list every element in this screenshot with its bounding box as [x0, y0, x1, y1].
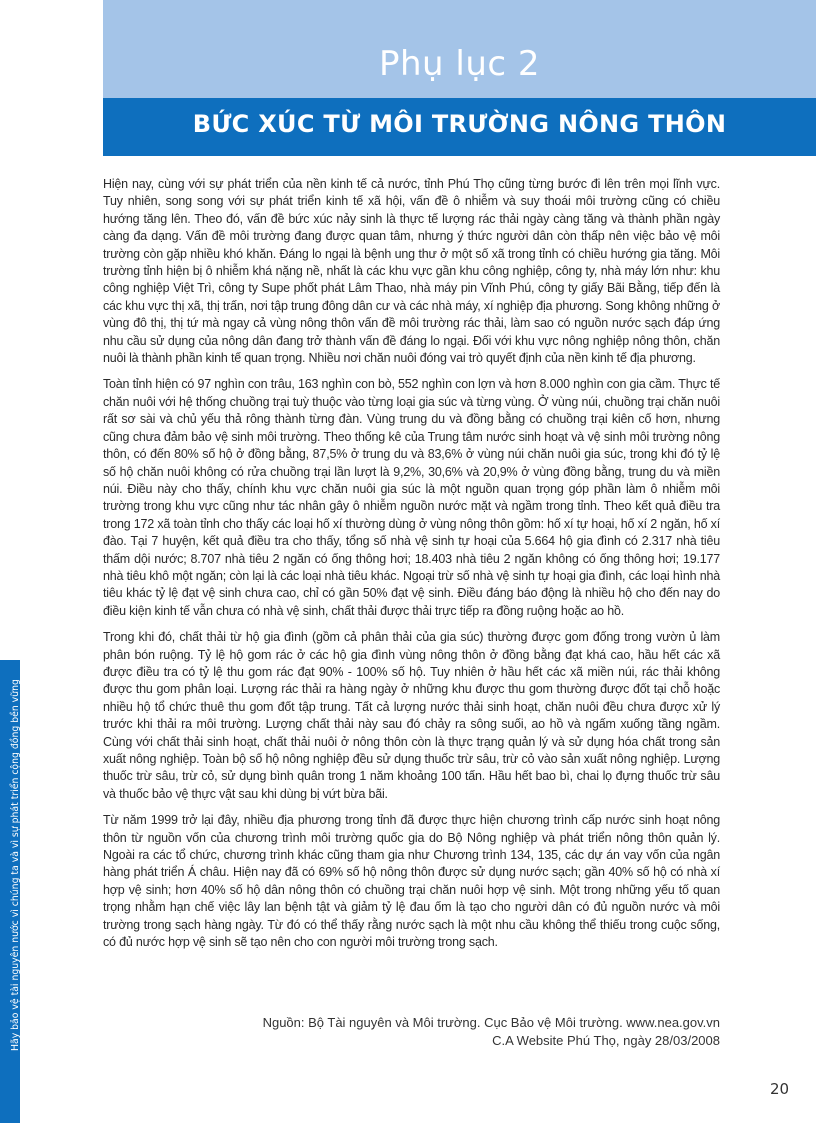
- paragraph-3: Trong khi đó, chất thải từ hộ gia đình (gồm cả phân thải của gia súc) thường được gom đống trong vườn ủ làm phân bón ruộng. Tỷ lệ hộ gom rác ở các hộ gia đình vùng nông thôn ở đồng bằng đạt khá cao, hầu hết các xã được điều tra có tỷ lệ thu gom rác đạt 90% - 100% số hộ. Tuy nhiên ở hầu hết các xã miền núi, rác thải không được thu gom phân loại. Lượng rác thải ra hàng ngày ở những khu được thu gom thường được đốt tại chỗ hoặc nhiều hộ tổ chức thuê thu gom đốt tập trung. Tất cả lượng nước thải sinh hoạt, chăn nuôi đều chưa được xử lý trước khi thải ra môi trường. Lượng chất thải này sau đó chảy ra sông suối, ao hồ và ngấm xuống tầng ngầm. Cùng với chất thải sinh hoạt, chất thải nuôi ở nông thôn còn là thực trạng quản lý và sử dụng hóa chất trong sản xuất nông nghiệp. Toàn bộ số hộ nông nghiệp đều sử dụng thuốc trừ sâu, trừ cỏ vào sản xuất nông nghiệp. Lượng thuốc trừ sâu, trừ cỏ, sử dụng bình quân trong 1 năm khoảng 100 tấn. Hầu hết bao bì, chai lọ đựng thuốc trừ sâu và thuốc bảo vệ thực vật sau khi dùng bị vứt bừa bãi.: [103, 630, 720, 801]
- source-line-1: Nguồn: Bộ Tài nguyên và Môi trường. Cục Bảo vệ Môi trường. www.nea.gov.vn: [262, 1015, 720, 1030]
- paragraph-1: Hiện nay, cùng với sự phát triển của nền kinh tế cả nước, tỉnh Phú Thọ cũng từng bước đi lên trên mọi lĩnh vực. Tuy nhiên, song song với sự phát triển kinh tế xã hội, vấn đề ô nhiễm và suy thoái môi trường cũng có chiều hướng tăng lên. Theo đó, vấn đề bức xúc nảy sinh là thực tế lượng rác thải ngày càng tăng và thành phần ngày càng đa dạng. Vấn đề môi trường đang được quan tâm, nhưng ý thức người dân còn thấp nên việc bảo vệ môi trường còn gặp nhiều khó khăn. Đáng lo ngại là bệnh ung thư ở một số xã trong tỉnh có chiều hướng gia tăng. Môi trường tỉnh hiện bị ô nhiễm khá nặng nề, nhất là các khu vực gần khu công nghiệp, công ty, nhà máy lớn như: khu công nghiệp Việt Trì, công ty Supe phốt phát Lâm Thao, nhà máy pin Vĩnh Phú, công ty giấy Bãi Bằng, tiếp đến là các khu vực thị xã, thị trấn, nơi tập trung đông dân cư và các nhà máy, xí nghiệp địa phương. Song không những ở vùng đô thị, thị tứ mà ngay cả vùng nông thôn vấn đề môi trường rác thải, làm sao có nguồn nước sạch đáp ứng nhu cầu sử dụng của nông dân đang trở thành vấn đề đáng lo ngại. Đối với khu vực nông nghiệp nông thôn, chăn nuôi là thành phần kinh tế quan trọng. Nhiều nơi chăn nuôi đóng vai trò quyết định của nền kinh tế địa phương.: [103, 177, 720, 366]
- page-number: 20: [770, 1080, 790, 1098]
- appendix-label: Phụ lục 2: [378, 44, 541, 84]
- source-citation: [120, 1014, 720, 1049]
- paragraph-2: Toàn tỉnh hiện có 97 nghìn con trâu, 163 nghìn con bò, 552 nghìn con lợn và hơn 8.000 nghìn con gia cầm. Thực tế chăn nuôi với hệ thống chuồng trại tuỳ thuộc vào từng loại gia súc và từng vùng. Ở vùng núi, chuồng trại chăn nuôi rất sơ sài và chủ yếu thả rông thành từng đàn. Vùng trung du và đồng bằng có chuồng trại kiên cố hơn, nhưng cũng chưa đảm bảo vệ sinh môi trường. Theo thống kê của Trung tâm nước sinh hoạt và vệ sinh môi trường nông thôn, có đến 80% số hộ ở đồng bằng, 87,5% ở trung du và 83,6% ở vùng núi chăn nuôi gia súc, trong khi đó tỷ lệ số hộ chăn nuôi không có rửa chuồng trại lần lượt là 9,2%, 30,6% và 20,9% ở vùng đồng bằng, trung du và miền núi. Điều này cho thấy, chính khu vực chăn nuôi gia súc là một nguồn quan trọng góp phần làm ô nhiễm môi trường trong khu vực cũng như tác nhân gây ô nhiễm nguồn nước mặt và ngầm trong tỉnh. Theo kết quả điều tra trong 172 xã toàn tỉnh cho thấy các loại hố xí thường dùng ở vùng nông thôn gồm: hố xí tự hoại, hố xí 2 ngăn, hố xí đào. Tại 7 huyện, kết quả điều tra cho thấy, tổng số nhà vệ sinh tự hoại của 5.664 hộ gia đình có 2.317 nhà tiêu thấm dội nước; 8.707 nhà tiêu 2 ngăn có ống thông hơi; 18.403 nhà tiêu 2 ngăn không có ống thông hơi; 19.177 nhà tiêu khô một ngăn; còn lại là các loại nhà tiêu khác. Ngoại trừ số nhà vệ sinh tự hoại gia đình, các loại hình nhà tiêu khác tỷ lệ đạt vệ sinh chưa cao, chỉ có gần 50% đạt vệ sinh. Điều đáng báo động là nhiều hộ cho đến nay do điều kiện kinh tế vẫn chưa có nhà vệ sinh, chất thải được thải trực tiếp ra đồng ruộng hoặc ao hồ.: [103, 377, 720, 618]
- side-caption: Hãy bảo vệ tài nguyên nước vì chúng ta và vì sự phát triển cộng đồng bền vững: [10, 679, 21, 1051]
- source-line-2: C.A Website Phú Thọ, ngày 28/03/2008: [492, 1032, 720, 1048]
- paragraph-4: Từ năm 1999 trở lại đây, nhiều địa phương trong tỉnh đã được thực hiện chương trình cấp nước sinh hoạt nông thôn từ nguồn vốn của chương trình môi trường quốc gia do Bộ Nông nghiệp và phát triển nông thôn quản lý. Ngoài ra các tổ chức, chương trình khác cũng tham gia như Chương trình 134, 135, các dự án vay vốn của ngân hàng phát triển Á châu. Hiện nay đã có 69% số hộ nông thôn được sử dụng nước sạch; gần 40% số hộ có nhà xí hợp vệ sinh; hơn 40% số hộ dân nông thôn có chuồng trại chăn nuôi hợp vệ sinh. Một trong những yếu tố quan trọng nhằm hạn chế việc lây lan bệnh tật và giảm tỷ lệ đau ốm là tạo cho người dân có đủ nguồn nước và môi trường trong sạch hàng ngày. Từ đó có thể thấy rằng nước sạch là một nhu cầu không thể thiếu trong cuộc sống, có đủ nước hợp vệ sinh sẽ tạo nên cho con người môi trường trong sạch.: [103, 813, 720, 950]
- body-text: [103, 176, 720, 960]
- page-title: BỨC XÚC TỪ MÔI TRƯỜNG NÔNG THÔN: [192, 110, 727, 138]
